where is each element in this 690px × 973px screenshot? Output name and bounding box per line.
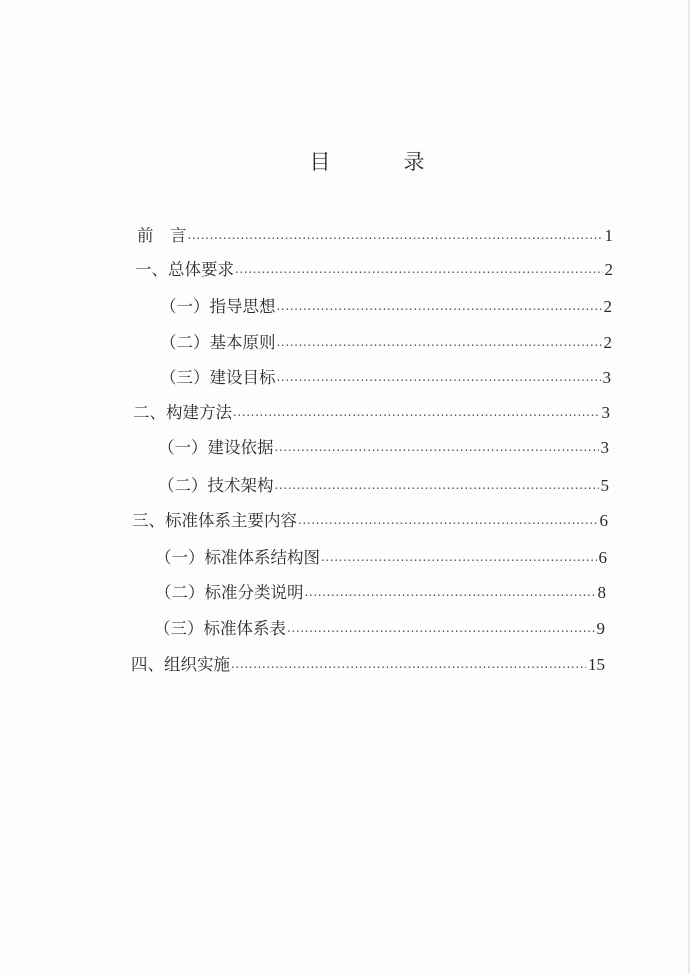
toc-entry-page: 6 bbox=[599, 511, 608, 530]
toc-entry-label: （一）指导思想 bbox=[160, 297, 276, 316]
toc-entry-label: （二）基本原则 bbox=[160, 333, 276, 352]
toc-entry-label: （三）建设目标 bbox=[160, 368, 276, 387]
dot-leader bbox=[277, 370, 601, 384]
toc-title: 目 录 bbox=[309, 150, 451, 174]
toc-subentry[interactable] bbox=[160, 364, 611, 388]
toc-subentry[interactable] bbox=[160, 293, 612, 317]
dot-leader bbox=[287, 621, 595, 635]
dot-leader bbox=[277, 299, 602, 313]
dot-leader bbox=[298, 513, 598, 527]
toc-entry[interactable] bbox=[135, 256, 613, 280]
toc-entry-label: （二）技术架构 bbox=[158, 476, 274, 495]
dot-leader bbox=[277, 335, 602, 349]
toc-subentry[interactable] bbox=[158, 434, 609, 458]
toc-subentry[interactable] bbox=[158, 472, 609, 496]
toc-entry-label: 四、组织实施 bbox=[131, 655, 230, 674]
dot-leader bbox=[275, 440, 599, 454]
toc-subentry[interactable] bbox=[155, 544, 607, 568]
toc-subentry[interactable] bbox=[155, 579, 606, 603]
toc-entry-page: 2 bbox=[603, 297, 612, 316]
toc-entry-label: （一）标准体系结构图 bbox=[155, 548, 320, 567]
toc-entry-page: 9 bbox=[596, 619, 605, 638]
toc-entry[interactable] bbox=[133, 399, 610, 423]
toc-entry-page: 2 bbox=[604, 260, 613, 279]
dot-leader bbox=[305, 585, 596, 599]
toc-entry-page: 5 bbox=[600, 476, 609, 495]
toc-entry-label: 前 言 bbox=[137, 226, 187, 245]
toc-entry[interactable] bbox=[132, 507, 608, 531]
toc-entry-page: 3 bbox=[600, 438, 609, 457]
toc-entry-page: 3 bbox=[602, 368, 611, 387]
toc-subentry[interactable] bbox=[154, 615, 605, 639]
toc-entry-page: 15 bbox=[588, 655, 605, 674]
dot-leader bbox=[235, 262, 603, 276]
toc-entry-page: 2 bbox=[603, 333, 612, 352]
dot-leader bbox=[275, 478, 599, 492]
toc-entry-page: 1 bbox=[604, 226, 613, 245]
toc-entry-label: （一）建设依据 bbox=[158, 438, 274, 457]
dot-leader bbox=[188, 228, 603, 242]
dot-leader bbox=[321, 550, 597, 564]
toc-entry-label: 二、构建方法 bbox=[133, 403, 232, 422]
toc-entry-page: 6 bbox=[598, 548, 607, 567]
toc-entry-label: 一、总体要求 bbox=[135, 260, 234, 279]
toc-entry-page: 3 bbox=[601, 403, 610, 422]
toc-entry-label: （三）标准体系表 bbox=[154, 619, 286, 638]
dot-leader bbox=[233, 405, 600, 419]
toc-subentry[interactable] bbox=[160, 329, 612, 353]
dot-leader bbox=[231, 657, 586, 671]
toc-entry[interactable] bbox=[131, 651, 605, 675]
toc-entry-label: （二）标准分类说明 bbox=[155, 583, 304, 602]
toc-entry-page: 8 bbox=[597, 583, 606, 602]
toc-entry-preface[interactable] bbox=[137, 222, 613, 246]
toc-entry-label: 三、标准体系主要内容 bbox=[132, 511, 297, 530]
